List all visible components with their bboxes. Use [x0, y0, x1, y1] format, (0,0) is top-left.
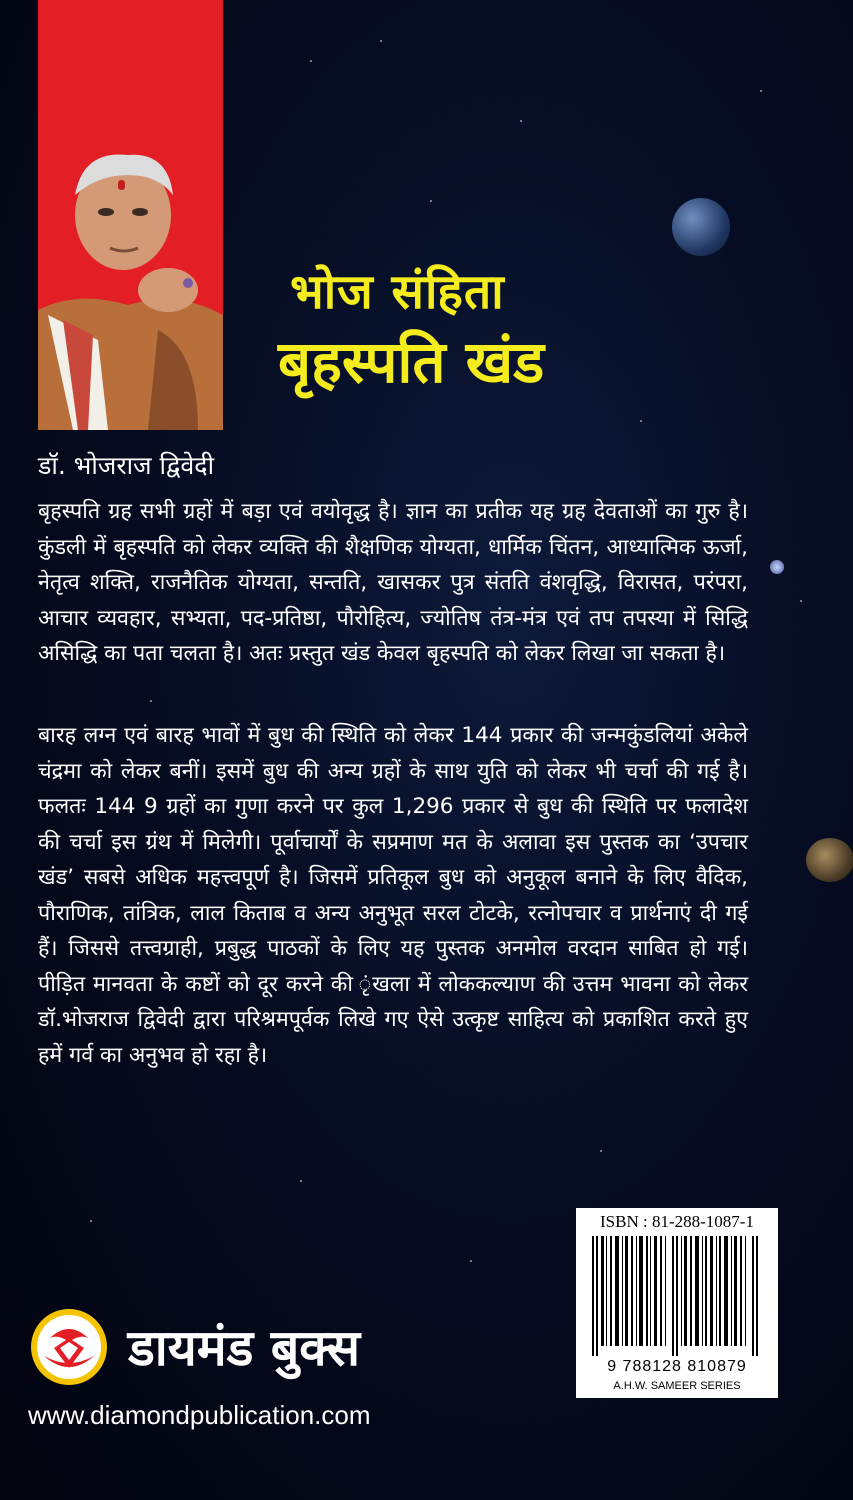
diamond-books-logo-icon [30, 1308, 108, 1386]
ean-number: 9 788128 810879 [607, 1358, 747, 1375]
barcode-icon [588, 1236, 766, 1356]
planet-image [770, 560, 784, 574]
book-subtitle: बृहस्पति खंड [278, 328, 545, 396]
publisher-name: डायमंड बुक्स [128, 1319, 361, 1377]
isbn-label: ISBN : 81-288-1087-1 [600, 1212, 754, 1231]
isbn-barcode-box [576, 1208, 778, 1398]
planet-image [672, 198, 730, 256]
author-portrait [38, 140, 223, 430]
planet-image [806, 838, 853, 882]
blurb-paragraph: बारह लग्न एवं बारह भावों में बुध की स्थिति को लेकर 144 प्रकार की जन्मकुंडलियां अकेले चंद्रमा को लेकर बनीं। इसमें बुध की अन्य ग्रहों के साथ युति को लेकर भी चर्चा की गई है। फलतः 144 9 ग्रहों का गुणा करने पर कुल 1,296 प्रकार से बुध की स्थिति पर फलादेश की चर्चा इस ग्रंथ में मिलेगी। पूर्वाचार्यों के सप्रमाण मत के अलावा इस पुस्तक का ‘उपचार खंड’ सबसे अधिक महत्त्वपूर्ण है। जिसमें प्रतिकूल बुध को अनुकूल बनाने के लिए वैदिक, पौराणिक, तांत्रिक, लाल किताब व अन्य अनुभूत सरल टोटके, रत्नोपचार व प्रार्थनाएं दी गई हैं। जिससे तत्त्वग्राही, प्रबुद्ध पाठकों के लिए यह पुस्तक अनमोल वरदान साबित हो गई। पीड़ित मानवता के कष्टों को दूर करने की ृंखला में लोककल्याण की उत्तम भावना को लेकर डॉ.भोजराज द्विवेदी द्वारा परिश्रमपूर्वक लिखे गए ऐसे उत्कृष्ट साहित्य को प्रकाशित करते हुए हमें गर्व का अनुभव हो रहा है। [38, 723, 748, 1068]
blurb-paragraph: बृहस्पति ग्रह सभी ग्रहों में बड़ा एवं वयोवृद्ध है। ज्ञान का प्रतीक यह ग्रह देवताओं का गुरु है। कुंडली में बृहस्पति को लेकर व्यक्ति की शैक्षणिक योग्यता, धार्मिक चिंतन, आध्यात्मिक ऊर्जा, नेतृत्व शक्ति, राजनैतिक योग्यता, सन्तति, खासकर पुत्र संतति वंशवृद्धि, विरासत, परंपरा, आचार व्यवहार, सभ्यता, पद-प्रतिष्ठा, पौरोहित्य, ज्योतिष तंत्र-मंत्र एवं तप तपस्या में सिद्धि असिद्धि का पता चलता है। अतः प्रस्तुत खंड केवल बृहस्पति को लेकर लिखा जा सकता है। [38, 499, 748, 666]
publisher-url[interactable]: www.diamondpublication.com [28, 1400, 371, 1430]
author-name: डॉ. भोजराज द्विवेदी [38, 451, 215, 480]
series-label: A.H.W. SAMEER SERIES [613, 1380, 741, 1392]
book-title: भोज संहिता [290, 264, 505, 320]
